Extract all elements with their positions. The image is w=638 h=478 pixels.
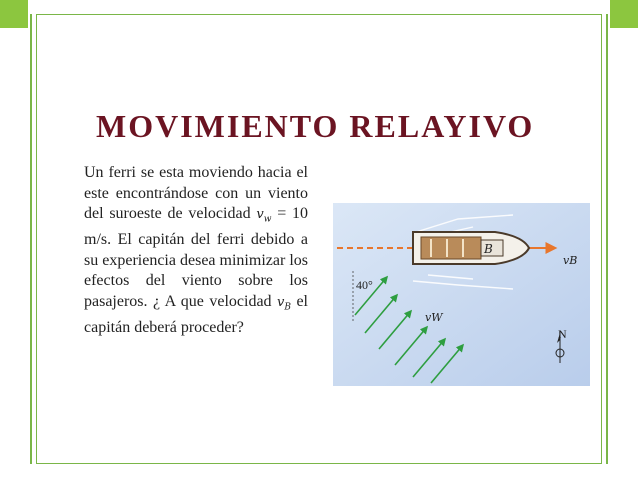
vb-label: vB xyxy=(563,254,578,267)
problem-statement xyxy=(84,163,308,338)
corner-decoration-left xyxy=(0,0,28,28)
vw-variable: $v_w$ xyxy=(256,207,272,225)
problem-text-1: Un ferri se esta moviendo hacia el este encontrándose con un viento del suroeste de velocidad xyxy=(84,164,308,222)
boat-label: B xyxy=(484,242,493,256)
frame-line-left xyxy=(30,14,32,464)
angle-label: 40° xyxy=(356,278,373,292)
corner-decoration-right xyxy=(610,0,638,28)
ferry-boat xyxy=(413,232,529,264)
problem-text-2: = 10 m/s. El capitán del ferri debido a su experiencia desea minimizar los efectos del viento sobre los pasajeros. ¿ A que velocidad xyxy=(84,205,308,310)
frame-line-right xyxy=(606,14,608,464)
north-label: N xyxy=(558,327,567,341)
slide-title: MOVIMIENTO RELAYIVO xyxy=(96,108,535,144)
problem-text-3: el capitán deberá proceder? xyxy=(84,292,309,336)
vw-label: vW xyxy=(425,311,443,324)
ferry-wind-figure xyxy=(333,203,590,386)
vb-variable: $v_B$ xyxy=(277,294,291,313)
